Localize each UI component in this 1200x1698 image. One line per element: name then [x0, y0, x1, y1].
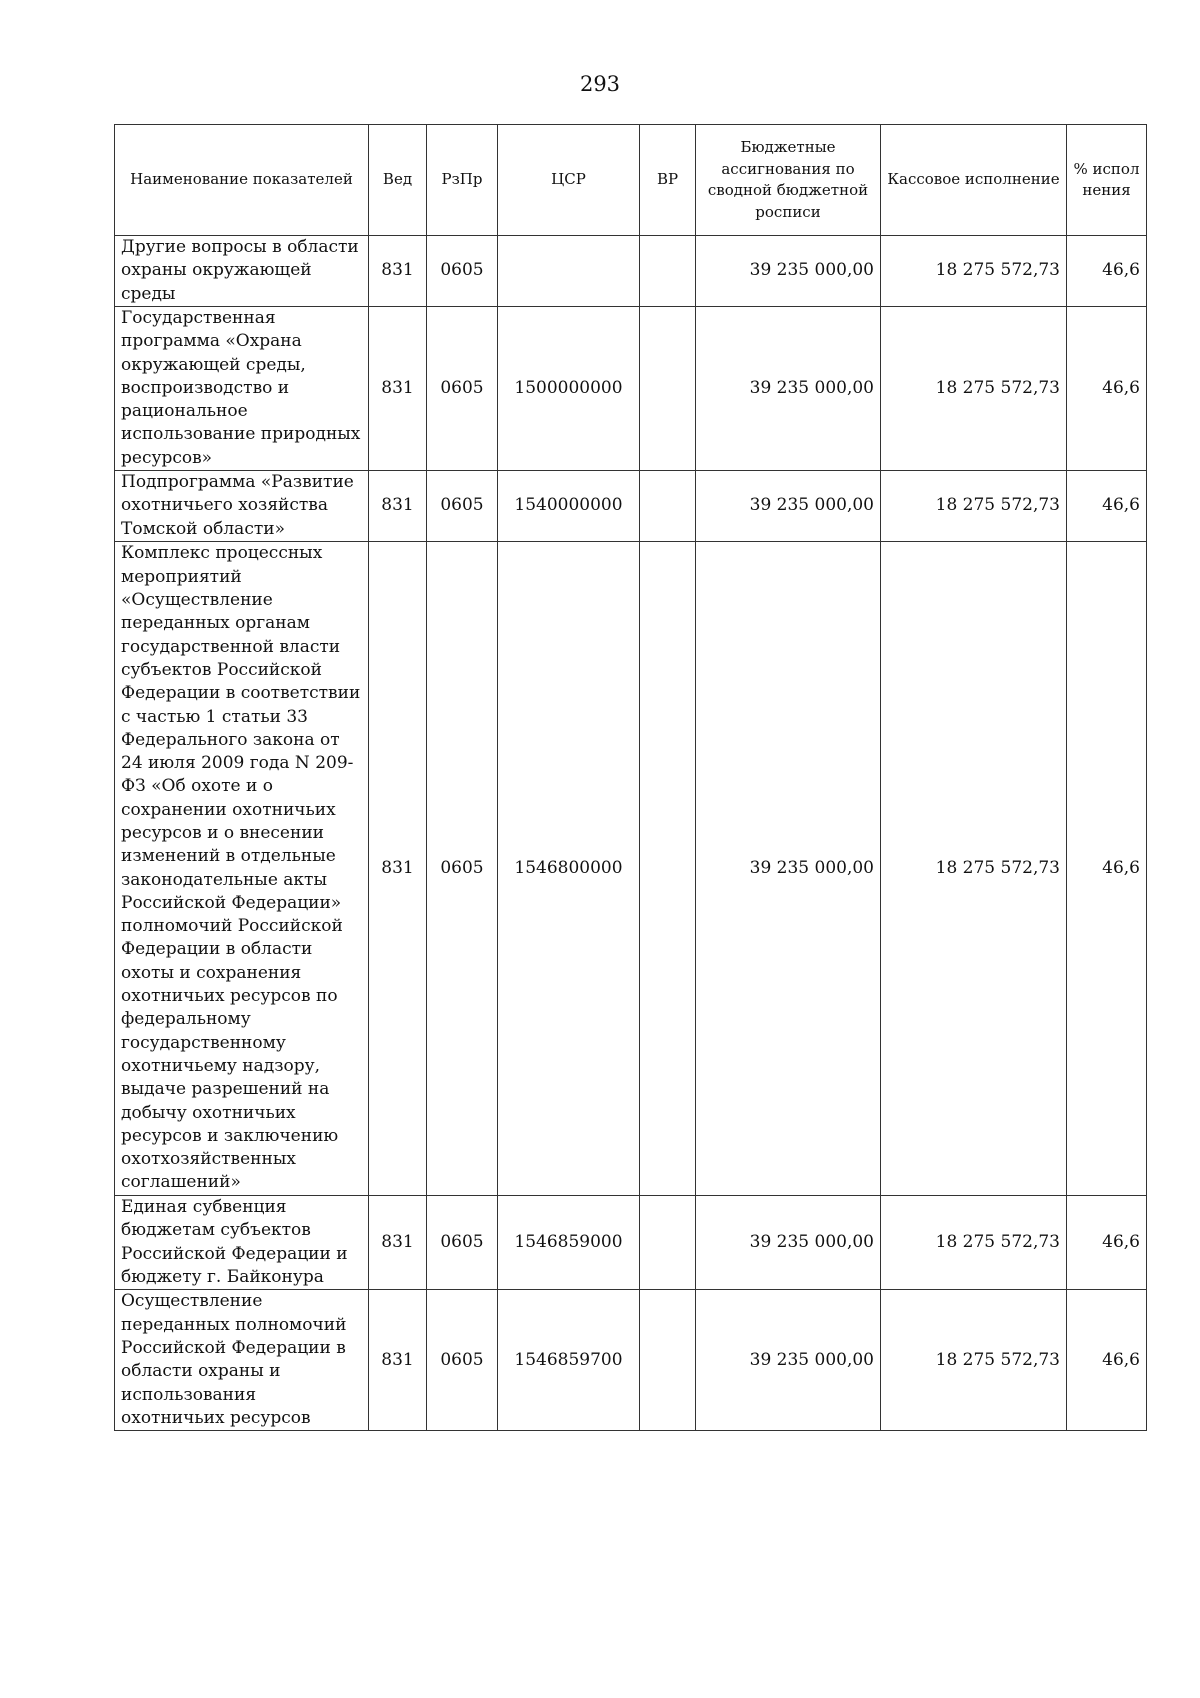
row-cash: 18 275 572,73: [881, 1290, 1067, 1431]
row-vr: [640, 542, 696, 1196]
header-rzpr: РзПр: [427, 125, 498, 236]
header-row: [115, 125, 1147, 236]
row-rzpr: 0605: [427, 236, 498, 307]
row-percent: 46,6: [1067, 542, 1147, 1196]
header-percent: % испол нения: [1067, 125, 1147, 236]
row-budget: 39 235 000,00: [696, 471, 881, 542]
header-budget: Бюджетные ассигнования по сводной бюджетной росписи: [696, 125, 881, 236]
row-name: Осуществление переданных полномочий Российской Федерации в области охраны и использования охотничьих ресурсов: [115, 1290, 369, 1431]
row-name: Другие вопросы в области охраны окружающей среды: [115, 236, 369, 307]
table-row: [115, 1290, 1147, 1431]
row-ved: 831: [369, 471, 427, 542]
row-budget: 39 235 000,00: [696, 542, 881, 1196]
table-row: [115, 236, 1147, 307]
row-ved: 831: [369, 236, 427, 307]
row-cash: 18 275 572,73: [881, 236, 1067, 307]
table-row: [115, 542, 1147, 1196]
table-row: [115, 471, 1147, 542]
row-rzpr: 0605: [427, 542, 498, 1196]
header-csr: ЦСР: [498, 125, 640, 236]
row-csr: 1546800000: [498, 542, 640, 1196]
budget-table: [114, 124, 1147, 1431]
row-cash: 18 275 572,73: [881, 542, 1067, 1196]
row-vr: [640, 1290, 696, 1431]
row-percent: 46,6: [1067, 1290, 1147, 1431]
row-budget: 39 235 000,00: [696, 236, 881, 307]
row-ved: 831: [369, 542, 427, 1196]
row-csr: 1540000000: [498, 471, 640, 542]
row-budget: 39 235 000,00: [696, 1196, 881, 1290]
row-name: Подпрограмма «Развитие охотничьего хозяйства Томской области»: [115, 471, 369, 542]
row-name: Комплекс процессных мероприятий «Осуществление переданных органам государственной власти субъектов Российской Федерации в соответствии с частью 1 статьи 33 Федерального закона от 24 июля 2009 года N 209-ФЗ «Об охоте и о сохранении охотничьих ресурсов и о внесении изменений в отдельные законодательные акты Российской Федерации» полномочий Российской Федерации в области охоты и сохранения охотничьих ресурсов по федеральному государственному охотничьему надзору, выдаче разрешений на добычу охотничьих ресурсов и заключению охотхозяйственных соглашений»: [115, 542, 369, 1196]
row-percent: 46,6: [1067, 1196, 1147, 1290]
row-csr: 1500000000: [498, 307, 640, 471]
row-rzpr: 0605: [427, 1290, 498, 1431]
row-cash: 18 275 572,73: [881, 1196, 1067, 1290]
row-rzpr: 0605: [427, 1196, 498, 1290]
row-name: Единая субвенция бюджетам субъектов Российской Федерации и бюджету г. Байконура: [115, 1196, 369, 1290]
row-csr: 1546859700: [498, 1290, 640, 1431]
table-row: [115, 1196, 1147, 1290]
row-csr: [498, 236, 640, 307]
row-rzpr: 0605: [427, 471, 498, 542]
page-number: 293: [579, 72, 621, 96]
row-percent: 46,6: [1067, 236, 1147, 307]
row-ved: 831: [369, 1196, 427, 1290]
row-ved: 831: [369, 307, 427, 471]
row-cash: 18 275 572,73: [881, 307, 1067, 471]
header-ved: Вед: [369, 125, 427, 236]
row-name: Государственная программа «Охрана окружающей среды, воспроизводство и рациональное использование природных ресурсов»: [115, 307, 369, 471]
row-percent: 46,6: [1067, 471, 1147, 542]
table-row: [115, 307, 1147, 471]
row-vr: [640, 236, 696, 307]
row-budget: 39 235 000,00: [696, 307, 881, 471]
row-ved: 831: [369, 1290, 427, 1431]
row-vr: [640, 307, 696, 471]
header-cash: Кассовое исполнение: [881, 125, 1067, 236]
row-vr: [640, 471, 696, 542]
row-cash: 18 275 572,73: [881, 471, 1067, 542]
row-csr: 1546859000: [498, 1196, 640, 1290]
header-name: Наименование показателей: [115, 125, 369, 236]
row-rzpr: 0605: [427, 307, 498, 471]
row-percent: 46,6: [1067, 307, 1147, 471]
row-budget: 39 235 000,00: [696, 1290, 881, 1431]
row-vr: [640, 1196, 696, 1290]
header-vr: ВР: [640, 125, 696, 236]
